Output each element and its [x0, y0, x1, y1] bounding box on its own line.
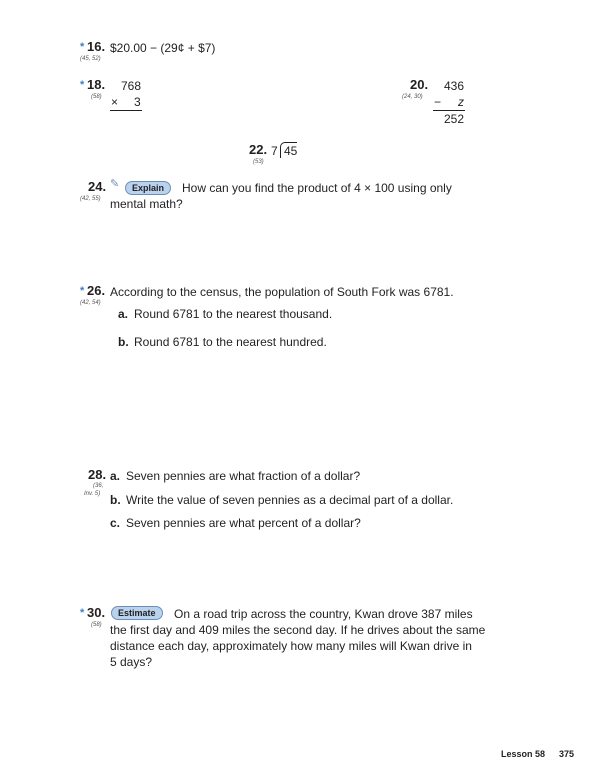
part-text: Round 6781 to the nearest thousand.: [134, 307, 333, 321]
problem-text: the first day and 409 miles the second day. If he drives about the same: [110, 623, 486, 637]
lesson-reference: (45, 52): [80, 56, 101, 62]
star-marker: *: [80, 79, 85, 91]
lesson-reference: (42, 54): [80, 300, 101, 306]
pencil-icon: ✎: [110, 178, 120, 190]
lesson-reference: Inv. 5): [84, 491, 101, 497]
problem-text: $20.00 − (29¢ + $7): [110, 41, 216, 55]
dividend: 45: [280, 142, 297, 158]
bottom-operand: z: [458, 95, 464, 109]
lesson-reference: (58): [91, 94, 102, 100]
problem-number: 16.: [87, 39, 106, 54]
lesson-reference: (42, 55): [80, 196, 101, 202]
problem-number: 18.: [87, 77, 106, 92]
part-text: Seven pennies are what percent of a dollar?: [126, 516, 361, 530]
star-marker: *: [80, 41, 85, 53]
problem-text: According to the census, the population of South Fork was 6781.: [110, 285, 454, 299]
part-label: c.: [110, 516, 121, 530]
part-text: Round 6781 to the nearest hundred.: [134, 335, 327, 349]
lesson-reference: (53): [253, 159, 264, 165]
problem-number: 28.: [88, 467, 107, 482]
answer-line: [433, 110, 465, 111]
estimate-badge: Estimate: [111, 606, 163, 620]
explain-badge: Explain: [125, 181, 171, 195]
problem-text: 5 days?: [110, 655, 153, 669]
problem-text: mental math?: [110, 197, 183, 211]
part-text: Write the value of seven pennies as a decimal part of a dollar.: [126, 493, 454, 507]
lesson-reference: (36,: [93, 483, 104, 489]
part-label: b.: [118, 335, 129, 349]
part-label: b.: [110, 493, 121, 507]
divisor: 7: [271, 144, 278, 158]
problem-number: 26.: [87, 283, 106, 298]
problem-number: 22.: [249, 142, 268, 157]
part-label: a.: [118, 307, 129, 321]
top-operand: 768: [121, 79, 142, 93]
operator: −: [434, 95, 442, 109]
part-label: a.: [110, 469, 121, 483]
problem-text: On a road trip across the country, Kwan drove 387 miles: [174, 607, 473, 621]
page-number: 375: [559, 749, 575, 759]
problem-text: How can you find the product of 4 × 100 using only: [182, 181, 452, 195]
operator: ×: [111, 95, 119, 109]
problem-number: 30.: [87, 605, 106, 620]
problem-number: 24.: [88, 179, 107, 194]
star-marker: *: [80, 285, 85, 297]
lesson-reference: (58): [91, 622, 102, 628]
lesson-label: Lesson 58: [501, 749, 546, 759]
lesson-reference: (24, 30): [402, 94, 423, 100]
part-text: Seven pennies are what fraction of a dollar?: [126, 469, 361, 483]
top-operand: 436: [444, 79, 465, 93]
result: 252: [444, 112, 465, 126]
answer-line: [110, 110, 142, 111]
problem-number: 20.: [410, 77, 429, 92]
star-marker: *: [80, 607, 85, 619]
bottom-operand: 3: [134, 95, 141, 109]
problem-text: distance each day, approximately how many miles will Kwan drive in: [110, 639, 472, 653]
